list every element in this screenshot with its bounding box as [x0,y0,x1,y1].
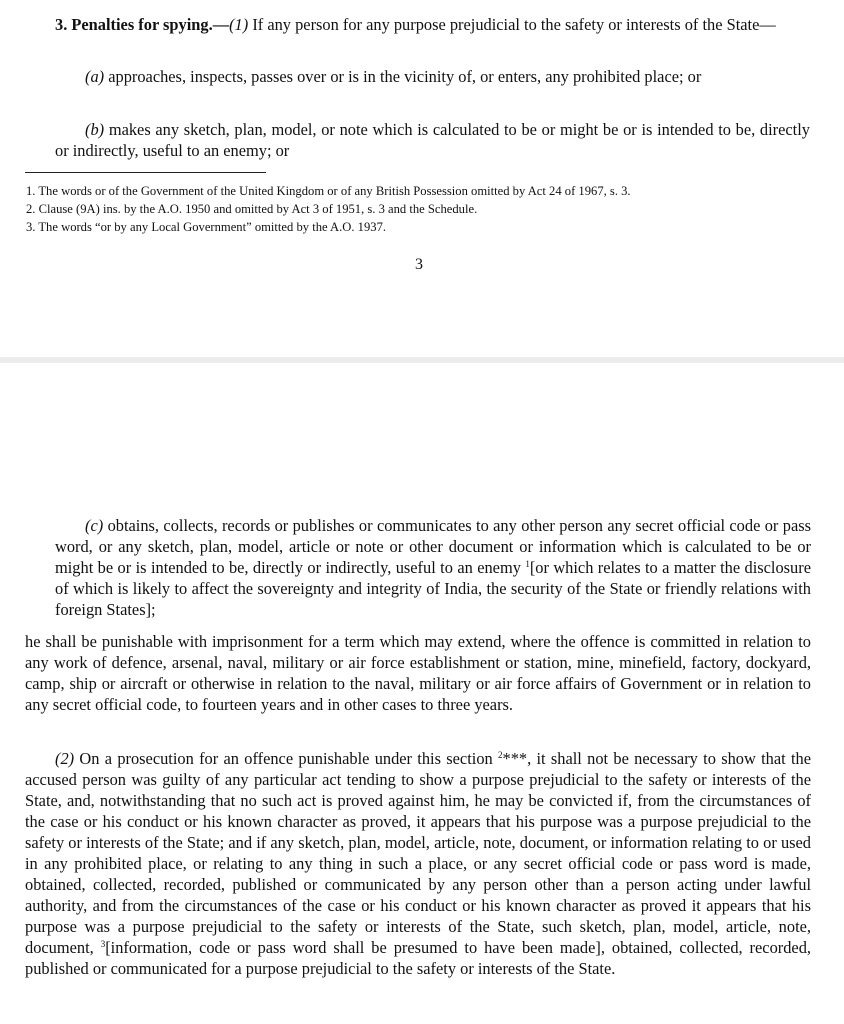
clause-c-marker: (c) [85,516,104,535]
footnote-ref-2: 2 [498,750,503,760]
clause-b [55,119,810,161]
top-page [0,0,844,357]
bottom-page [0,363,844,1024]
footnote-3: 3. The words “or by any Local Government” omitted by the A.O. 1937. [26,220,387,234]
footnote-ref-3: 3 [100,939,106,949]
footnote-1: 1. The words or of the Government of the United Kingdom or of any British Possession omitted by Act 24 of 1967, s. 3. [26,184,631,198]
punishment-paragraph: he shall be punishable with imprisonment for a term which may extend, where the offence is committed in relation to any work of defence, arsenal, naval, military or air force establishment or station, mine, minefield, factory, dockyard, camp, ship or aircraft or otherwise in relation to the naval, military or air force affairs of Government or in relation to any secret official code, to fourteen years and in other cases to three years. [25,632,811,714]
subsection-2-marker: (2) [55,749,75,768]
subsection-2-text-3: [information, code or pass word shall be presumed to have been made], obtained, collected, recorded, published or communicated for a purpose prejudicial to the safety or interests of the State. [25,938,811,978]
page-number: 3 [415,256,423,273]
clause-b-marker: (b) [85,120,105,139]
section-intro-text: If any person for any purpose prejudicial to the safety or interests of the State— [248,15,776,34]
section-3-intro: 3. Penalties for spying.—(1) If any person for any purpose prejudicial to the safety or interests of the State— [55,15,776,34]
subsection-marker: (1) [229,15,249,34]
clause-a [55,66,810,87]
footnote-ref-1: 1 [525,559,530,569]
clause-b-text: makes any sketch, plan, model, or note which is calculated to be or might be or is intended to be, directly or indirectly, useful to an enemy; or [55,120,810,160]
section-heading: 3. Penalties for spying. [55,15,213,34]
subsection-2-text-2: ***, it shall not be necessary to show that the accused person was guilty of any particular act tending to show a purpose prejudicial to the safety or interests of the State, and, notwithstanding that no such act is proved against him, he may be convicted if, from the circumstances of the case or his conduct or his known character as proved, it appears that his purpose was a purpose prejudicial to the safety or interests of the State; and if any sketch, plan, model, article, note, document, or information relating to or used in any prohibited place, or relating to any thing in such a place, or any secret official code or pass word is made, obtained, collected, recorded, published or communicated by any person other than a person acting under lawful authority, and from the circumstances of the case or his conduct or his known character as proved it appears that his purpose was a purpose prejudicial to the safety or interests of the State, such sketch, plan, model, article, note, document, [25,749,811,957]
clause-c-text-2: [or which relates to a matter the disclosure of which is likely to affect the sovereignty and integrity of India, the security of the State or friendly relations with foreign States]; [55,558,811,619]
subsection-2-text-1: On a prosecution for an offence punishable under this section [74,749,499,768]
clause-c-text-1: obtains, collects, records or publishes or communicates to any other person any secret official code or pass word, or any sketch, plan, model, article or note or other document or information which is calculated to be or might be or is intended to be, directly or indirectly, useful to an enemy [55,516,811,577]
clause-c [55,515,811,620]
clause-a-text: approaches, inspects, passes over or is in the vicinity of, or enters, any prohibited place; or [104,67,702,86]
subsection-2 [25,748,811,979]
clause-a-marker: (a) [85,67,105,86]
footnote-2: 2. Clause (9A) ins. by the A.O. 1950 and omitted by Act 3 of 1951, s. 3 and the Schedule. [26,202,478,216]
footnote-divider [25,172,266,173]
